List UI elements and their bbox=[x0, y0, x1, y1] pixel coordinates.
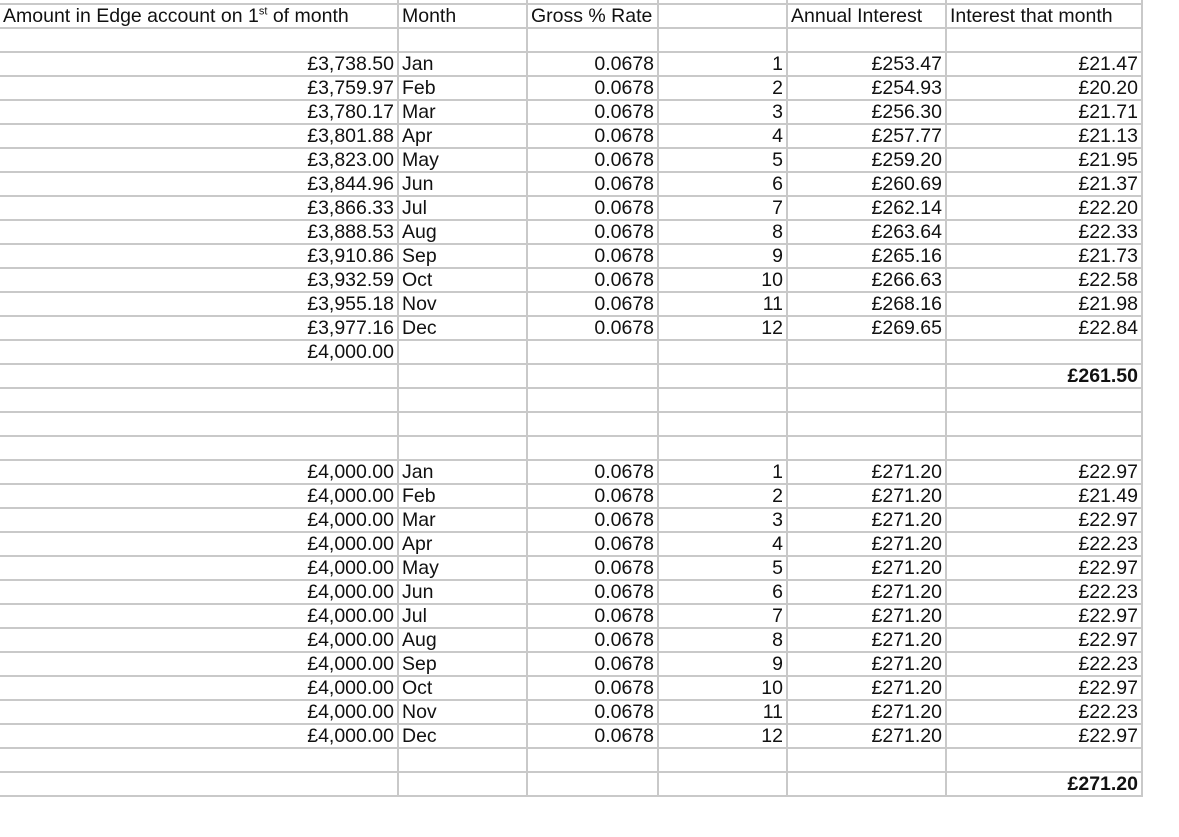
cell-n[interactable]: 7 bbox=[658, 196, 787, 220]
cell-rate[interactable]: 0.0678 bbox=[527, 76, 658, 100]
cell-rate[interactable]: 0.0678 bbox=[527, 196, 658, 220]
final-amount-cell[interactable]: £4,000.00 bbox=[0, 340, 398, 364]
table-row bbox=[0, 316, 1142, 340]
final-amount-row bbox=[0, 340, 1142, 364]
cell-rate[interactable]: 0.0678 bbox=[527, 724, 658, 748]
cell-n[interactable]: 10 bbox=[658, 676, 787, 700]
header-row bbox=[0, 4, 1142, 28]
cell-rate[interactable]: 0.0678 bbox=[527, 124, 658, 148]
cell-amount[interactable]: £4,000.00 bbox=[0, 700, 398, 724]
cell[interactable] bbox=[946, 748, 1142, 772]
cell-rate[interactable]: 0.0678 bbox=[527, 556, 658, 580]
cell-n[interactable]: 1 bbox=[658, 52, 787, 76]
table-row bbox=[0, 148, 1142, 172]
cell-month[interactable]: Aug bbox=[398, 220, 527, 244]
header-amount-text: Amount in Edge account on 1 bbox=[3, 5, 259, 27]
cell[interactable] bbox=[787, 28, 946, 52]
cell-monthly[interactable]: £21.98 bbox=[946, 292, 1142, 316]
cell-amount[interactable]: £3,780.17 bbox=[0, 100, 398, 124]
cell-month[interactable]: Nov bbox=[398, 292, 527, 316]
cell-month[interactable]: Mar bbox=[398, 508, 527, 532]
cell-annual[interactable]: £271.20 bbox=[787, 676, 946, 700]
table-row bbox=[0, 268, 1142, 292]
cell-n[interactable]: 4 bbox=[658, 124, 787, 148]
cell[interactable] bbox=[398, 748, 527, 772]
cell[interactable] bbox=[0, 364, 398, 388]
cell-month[interactable]: Oct bbox=[398, 676, 527, 700]
cell-monthly[interactable]: £22.23 bbox=[946, 652, 1142, 676]
cell-annual[interactable]: £271.20 bbox=[787, 556, 946, 580]
cell[interactable] bbox=[398, 436, 527, 460]
cell[interactable] bbox=[0, 388, 398, 412]
total-row bbox=[0, 364, 1142, 388]
header-amount[interactable] bbox=[0, 4, 398, 28]
cell-n[interactable]: 11 bbox=[658, 700, 787, 724]
cell[interactable] bbox=[527, 340, 658, 364]
cell-n[interactable]: 3 bbox=[658, 508, 787, 532]
cell-rate[interactable]: 0.0678 bbox=[527, 220, 658, 244]
cell-n[interactable]: 6 bbox=[658, 580, 787, 604]
cell-n[interactable]: 4 bbox=[658, 532, 787, 556]
table-row bbox=[0, 292, 1142, 316]
cell-month[interactable]: Dec bbox=[398, 316, 527, 340]
cell-monthly[interactable]: £22.33 bbox=[946, 220, 1142, 244]
cell[interactable] bbox=[946, 388, 1142, 412]
cell-month[interactable]: Jun bbox=[398, 172, 527, 196]
table-row bbox=[0, 628, 1142, 652]
cell-annual[interactable]: £253.47 bbox=[787, 52, 946, 76]
cell-n[interactable]: 10 bbox=[658, 268, 787, 292]
cell-monthly[interactable]: £22.97 bbox=[946, 556, 1142, 580]
cell-n[interactable]: 1 bbox=[658, 460, 787, 484]
cell[interactable] bbox=[658, 412, 787, 436]
cell-amount[interactable]: £3,977.16 bbox=[0, 316, 398, 340]
cell-annual[interactable]: £271.20 bbox=[787, 652, 946, 676]
cell-rate[interactable]: 0.0678 bbox=[527, 172, 658, 196]
table-row bbox=[0, 220, 1142, 244]
cell-rate[interactable]: 0.0678 bbox=[527, 532, 658, 556]
table-row bbox=[0, 700, 1142, 724]
cell-amount[interactable]: £3,955.18 bbox=[0, 292, 398, 316]
cell-rate[interactable]: 0.0678 bbox=[527, 508, 658, 532]
cell[interactable] bbox=[0, 412, 398, 436]
cell[interactable] bbox=[787, 772, 946, 796]
cell-amount[interactable]: £3,738.50 bbox=[0, 52, 398, 76]
cell-rate[interactable]: 0.0678 bbox=[527, 580, 658, 604]
table-row bbox=[0, 460, 1142, 484]
cell-monthly[interactable]: £21.95 bbox=[946, 148, 1142, 172]
table-row bbox=[0, 580, 1142, 604]
cell-rate[interactable]: 0.0678 bbox=[527, 292, 658, 316]
cell-amount[interactable]: £4,000.00 bbox=[0, 580, 398, 604]
cell[interactable] bbox=[527, 28, 658, 52]
cell-monthly[interactable]: £22.97 bbox=[946, 724, 1142, 748]
cell-rate[interactable]: 0.0678 bbox=[527, 604, 658, 628]
cell-monthly[interactable]: £22.58 bbox=[946, 268, 1142, 292]
cell-monthly[interactable]: £20.20 bbox=[946, 76, 1142, 100]
cell-annual[interactable]: £271.20 bbox=[787, 724, 946, 748]
cell[interactable] bbox=[658, 28, 787, 52]
cell[interactable] bbox=[398, 772, 527, 796]
cell-rate[interactable]: 0.0678 bbox=[527, 460, 658, 484]
cell[interactable] bbox=[787, 412, 946, 436]
cell-rate[interactable]: 0.0678 bbox=[527, 676, 658, 700]
table-row bbox=[0, 52, 1142, 76]
cell-amount[interactable]: £4,000.00 bbox=[0, 460, 398, 484]
cell-month[interactable]: Oct bbox=[398, 268, 527, 292]
cell-amount[interactable]: £3,866.33 bbox=[0, 196, 398, 220]
cell-monthly[interactable]: £21.47 bbox=[946, 52, 1142, 76]
cell-n[interactable]: 12 bbox=[658, 724, 787, 748]
table-row bbox=[0, 484, 1142, 508]
cell-rate[interactable]: 0.0678 bbox=[527, 484, 658, 508]
header-annual[interactable]: Annual Interest bbox=[787, 4, 946, 28]
cell-n[interactable]: 9 bbox=[658, 652, 787, 676]
cell-amount[interactable]: £3,932.59 bbox=[0, 268, 398, 292]
cell-month[interactable]: Feb bbox=[398, 484, 527, 508]
cell-monthly[interactable]: £21.13 bbox=[946, 124, 1142, 148]
cell-annual[interactable]: £271.20 bbox=[787, 628, 946, 652]
blank-row bbox=[0, 436, 1142, 460]
table-row bbox=[0, 124, 1142, 148]
cell-month[interactable]: Sep bbox=[398, 244, 527, 268]
table-row bbox=[0, 724, 1142, 748]
total-interest-cell[interactable]: £271.20 bbox=[946, 772, 1142, 796]
cell-n[interactable]: 5 bbox=[658, 148, 787, 172]
cell-amount[interactable]: £3,888.53 bbox=[0, 220, 398, 244]
cell-annual[interactable]: £271.20 bbox=[787, 604, 946, 628]
cell-amount[interactable]: £3,823.00 bbox=[0, 148, 398, 172]
cell[interactable] bbox=[946, 340, 1142, 364]
cell-annual[interactable]: £256.30 bbox=[787, 100, 946, 124]
cell[interactable] bbox=[787, 748, 946, 772]
cell-month[interactable]: Jul bbox=[398, 604, 527, 628]
cell[interactable] bbox=[946, 28, 1142, 52]
cell-monthly[interactable]: £22.20 bbox=[946, 196, 1142, 220]
cell-annual[interactable]: £268.16 bbox=[787, 292, 946, 316]
cell-rate[interactable]: 0.0678 bbox=[527, 652, 658, 676]
cell-rate[interactable]: 0.0678 bbox=[527, 100, 658, 124]
table-row bbox=[0, 676, 1142, 700]
cell-n[interactable]: 6 bbox=[658, 172, 787, 196]
cell-n[interactable]: 8 bbox=[658, 220, 787, 244]
blank-row bbox=[0, 412, 1142, 436]
cell[interactable] bbox=[398, 412, 527, 436]
cell-amount[interactable]: £4,000.00 bbox=[0, 556, 398, 580]
cell[interactable] bbox=[527, 748, 658, 772]
cell[interactable] bbox=[398, 28, 527, 52]
cell-monthly[interactable]: £22.23 bbox=[946, 532, 1142, 556]
cell-monthly[interactable]: £21.71 bbox=[946, 100, 1142, 124]
cell-amount[interactable]: £4,000.00 bbox=[0, 484, 398, 508]
cell-monthly[interactable]: £22.23 bbox=[946, 580, 1142, 604]
cell-month[interactable]: Sep bbox=[398, 652, 527, 676]
cell[interactable] bbox=[787, 436, 946, 460]
cell-amount[interactable]: £4,000.00 bbox=[0, 676, 398, 700]
cell-annual[interactable]: £271.20 bbox=[787, 508, 946, 532]
cell-monthly[interactable]: £22.23 bbox=[946, 700, 1142, 724]
cell[interactable] bbox=[527, 436, 658, 460]
cell-monthly[interactable]: £22.97 bbox=[946, 460, 1142, 484]
cell-rate[interactable]: 0.0678 bbox=[527, 244, 658, 268]
cell[interactable] bbox=[527, 364, 658, 388]
cell-n[interactable]: 2 bbox=[658, 484, 787, 508]
cell-month[interactable]: May bbox=[398, 148, 527, 172]
cell-amount[interactable]: £4,000.00 bbox=[0, 652, 398, 676]
cell[interactable] bbox=[0, 772, 398, 796]
table-row bbox=[0, 556, 1142, 580]
cell[interactable] bbox=[946, 436, 1142, 460]
cell[interactable] bbox=[658, 340, 787, 364]
cell[interactable] bbox=[527, 772, 658, 796]
cell-month[interactable]: Nov bbox=[398, 700, 527, 724]
cell-month[interactable]: Jan bbox=[398, 52, 527, 76]
cell[interactable] bbox=[787, 364, 946, 388]
cell-n[interactable]: 5 bbox=[658, 556, 787, 580]
cell-month[interactable]: Jan bbox=[398, 460, 527, 484]
cell[interactable] bbox=[946, 412, 1142, 436]
cell-amount[interactable]: £3,759.97 bbox=[0, 76, 398, 100]
table-row bbox=[0, 652, 1142, 676]
cell-monthly[interactable]: £22.97 bbox=[946, 628, 1142, 652]
cell-month[interactable]: May bbox=[398, 556, 527, 580]
cell-n[interactable]: 9 bbox=[658, 244, 787, 268]
cell-n[interactable]: 2 bbox=[658, 76, 787, 100]
cell-annual[interactable]: £262.14 bbox=[787, 196, 946, 220]
cell-n[interactable]: 11 bbox=[658, 292, 787, 316]
cell-rate[interactable]: 0.0678 bbox=[527, 148, 658, 172]
cell-annual[interactable]: £271.20 bbox=[787, 484, 946, 508]
table-row bbox=[0, 196, 1142, 220]
cell-amount[interactable]: £4,000.00 bbox=[0, 628, 398, 652]
cell[interactable] bbox=[787, 388, 946, 412]
cell-month[interactable]: Jul bbox=[398, 196, 527, 220]
cell[interactable] bbox=[527, 412, 658, 436]
cell[interactable] bbox=[658, 772, 787, 796]
cell-amount[interactable]: £4,000.00 bbox=[0, 532, 398, 556]
header-month[interactable]: Month bbox=[398, 4, 527, 28]
cell-rate[interactable]: 0.0678 bbox=[527, 316, 658, 340]
cell-annual[interactable]: £271.20 bbox=[787, 580, 946, 604]
cell-amount[interactable]: £4,000.00 bbox=[0, 604, 398, 628]
cell-month[interactable]: Apr bbox=[398, 124, 527, 148]
cell[interactable] bbox=[398, 340, 527, 364]
cell-month[interactable]: Feb bbox=[398, 76, 527, 100]
cell[interactable] bbox=[658, 388, 787, 412]
table-row bbox=[0, 508, 1142, 532]
total-row bbox=[0, 772, 1142, 796]
cell-month[interactable]: Dec bbox=[398, 724, 527, 748]
table-row bbox=[0, 100, 1142, 124]
cell-monthly[interactable]: £22.84 bbox=[946, 316, 1142, 340]
cell-n[interactable]: 7 bbox=[658, 604, 787, 628]
cell-monthly[interactable]: £22.97 bbox=[946, 508, 1142, 532]
cell-amount[interactable]: £4,000.00 bbox=[0, 508, 398, 532]
cell[interactable] bbox=[0, 436, 398, 460]
cell[interactable] bbox=[527, 388, 658, 412]
header-amount-sup: st bbox=[258, 5, 268, 18]
header-rate[interactable]: Gross % Rate bbox=[527, 4, 658, 28]
cell[interactable] bbox=[0, 748, 398, 772]
header-index[interactable] bbox=[658, 4, 787, 28]
total-interest-cell[interactable]: £261.50 bbox=[946, 364, 1142, 388]
cell-n[interactable]: 3 bbox=[658, 100, 787, 124]
cell-amount[interactable]: £3,844.96 bbox=[0, 172, 398, 196]
header-monthly[interactable]: Interest that month bbox=[946, 4, 1142, 28]
table-row bbox=[0, 76, 1142, 100]
table-row bbox=[0, 244, 1142, 268]
table-row bbox=[0, 532, 1142, 556]
cell[interactable] bbox=[787, 340, 946, 364]
cell-annual[interactable]: £259.20 bbox=[787, 148, 946, 172]
cell-annual[interactable]: £254.93 bbox=[787, 76, 946, 100]
blank-row bbox=[0, 388, 1142, 412]
cell-rate[interactable]: 0.0678 bbox=[527, 700, 658, 724]
cell-annual[interactable]: £265.16 bbox=[787, 244, 946, 268]
cell-annual[interactable]: £271.20 bbox=[787, 532, 946, 556]
table-row bbox=[0, 172, 1142, 196]
cell-annual[interactable]: £271.20 bbox=[787, 700, 946, 724]
cell-annual[interactable]: £266.63 bbox=[787, 268, 946, 292]
cell-monthly[interactable]: £22.97 bbox=[946, 676, 1142, 700]
cell-month[interactable]: Aug bbox=[398, 628, 527, 652]
cell-annual[interactable]: £269.65 bbox=[787, 316, 946, 340]
cell-annual[interactable]: £257.77 bbox=[787, 124, 946, 148]
blank-row bbox=[0, 748, 1142, 772]
cell-annual[interactable]: £263.64 bbox=[787, 220, 946, 244]
cell-monthly[interactable]: £21.73 bbox=[946, 244, 1142, 268]
cell[interactable] bbox=[658, 748, 787, 772]
cell-month[interactable]: Jun bbox=[398, 580, 527, 604]
cell-n[interactable]: 12 bbox=[658, 316, 787, 340]
header-amount-tail: of month bbox=[267, 5, 349, 27]
cell[interactable] bbox=[0, 28, 398, 52]
cell-rate[interactable]: 0.0678 bbox=[527, 52, 658, 76]
cell-amount[interactable]: £3,801.88 bbox=[0, 124, 398, 148]
cell-amount[interactable]: £3,910.86 bbox=[0, 244, 398, 268]
cell-annual[interactable]: £260.69 bbox=[787, 172, 946, 196]
cell-month[interactable]: Apr bbox=[398, 532, 527, 556]
cell[interactable] bbox=[658, 436, 787, 460]
cell[interactable] bbox=[398, 364, 527, 388]
cell-month[interactable]: Mar bbox=[398, 100, 527, 124]
cell[interactable] bbox=[398, 388, 527, 412]
table-row bbox=[0, 604, 1142, 628]
cell-amount[interactable]: £4,000.00 bbox=[0, 724, 398, 748]
cell-monthly[interactable]: £21.37 bbox=[946, 172, 1142, 196]
cell-rate[interactable]: 0.0678 bbox=[527, 628, 658, 652]
blank-row bbox=[0, 28, 1142, 52]
cell-rate[interactable]: 0.0678 bbox=[527, 268, 658, 292]
cell[interactable] bbox=[658, 364, 787, 388]
cell-monthly[interactable]: £22.97 bbox=[946, 604, 1142, 628]
cell-annual[interactable]: £271.20 bbox=[787, 460, 946, 484]
cell-n[interactable]: 8 bbox=[658, 628, 787, 652]
cell-monthly[interactable]: £21.49 bbox=[946, 484, 1142, 508]
